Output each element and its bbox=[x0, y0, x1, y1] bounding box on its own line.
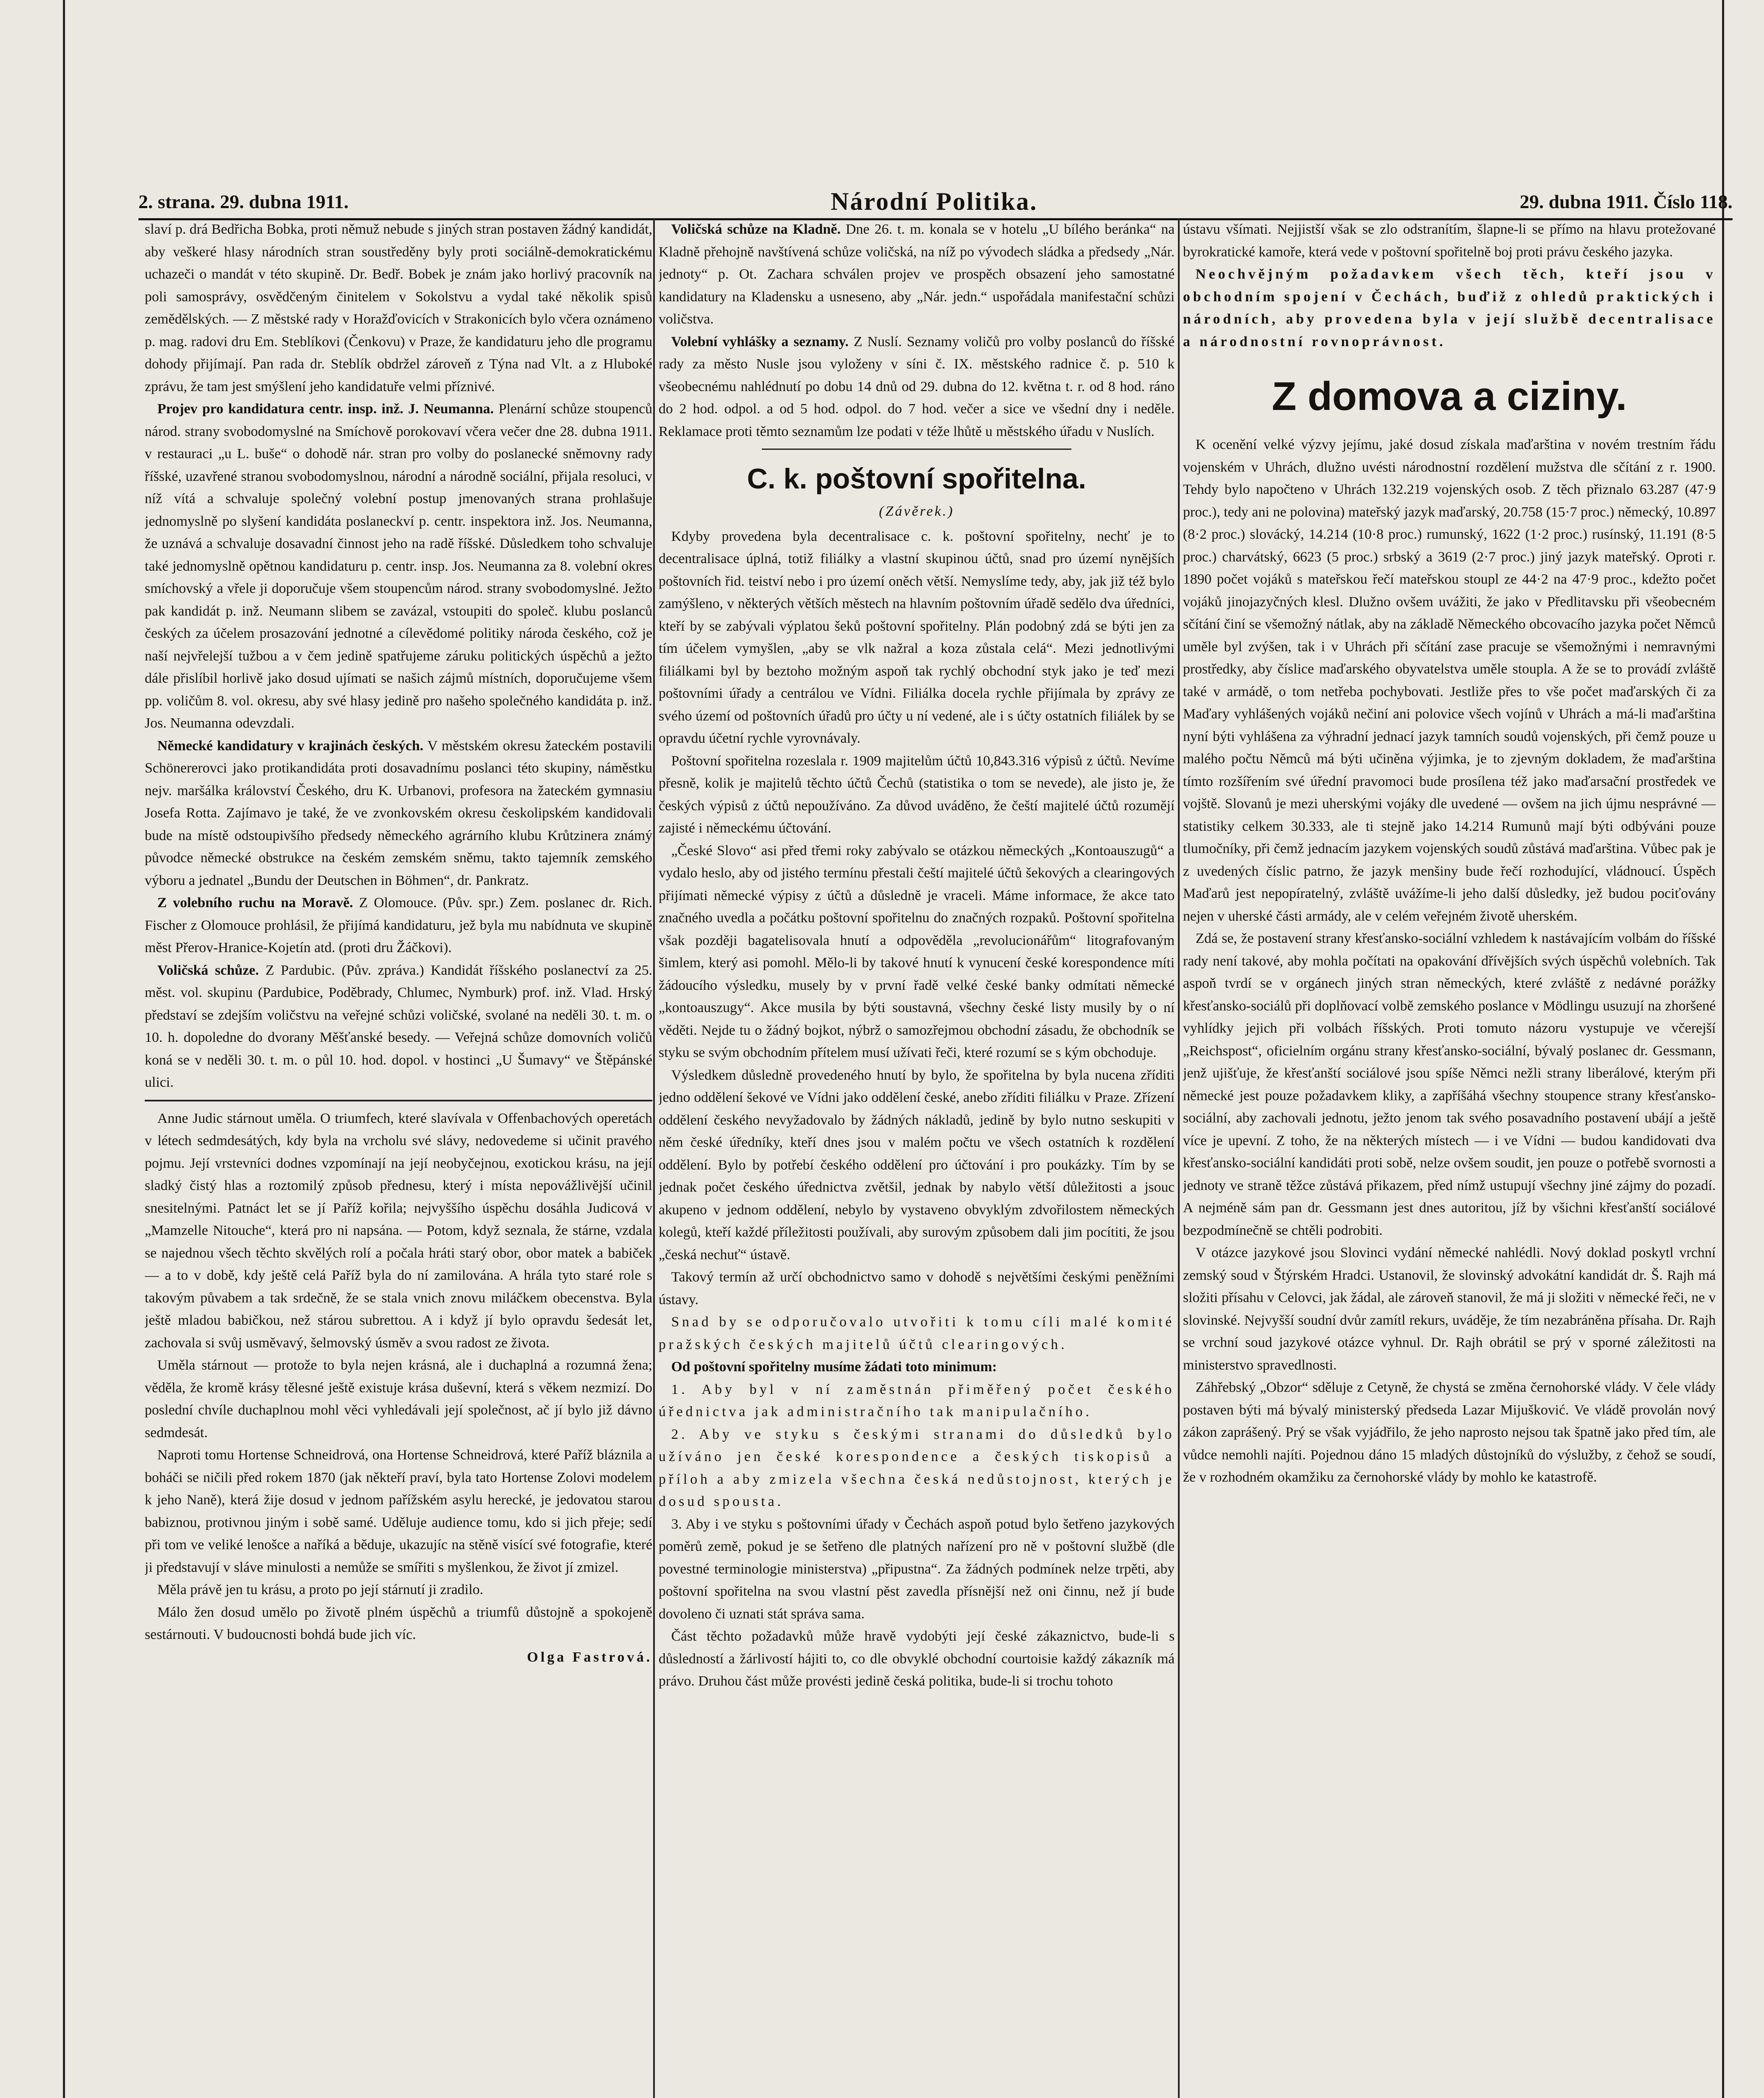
list-item: 1. Aby byl v ní zaměstnán přiměřený počet českého úřednictva jak administračního tak manipulačního. bbox=[659, 1381, 1175, 1420]
article-heading: Voličská schůze. bbox=[157, 962, 259, 978]
page-edge-right bbox=[1722, 0, 1724, 2098]
article-text: Poštovní spořitelna rozeslala r. 1909 majitelům účtů 10,843.316 výpisů z účtů. Nevíme přesně, kolik je majitelů těchto účtů Čechů (statistika o tom se nevede), ale jisto je, že českých výpisů z účtů nepoužíváno. Za důvod uváděno, že čeští majitelé účtů rozumějí zajisté i německému účtování. bbox=[659, 753, 1175, 836]
feuilleton-text: Anne Judic stárnout uměla. O triumfech, které slavívala v Offenbachových operetách v létech sedmdesátých, kdy byla na vrcholu své slávy, nedovedeme si učinit pravého pojmu. Její vrstevníci dodnes vzpomínají na její neobyčejnou, exotickou krásu, na její sladký čistý hlas a roztomilý způsob přednesu, který i místa nepovážlivější učinil snesitelnými. Patnáct let se jí Paříž kořila; nejvyššího úspěchu dosáhla Judicová v „Mamzelle Nitouche“, která pro ni napsána. — Potom, když seznala, že stárne, vzdala se najednou všech těchto skvělých rolí a počala hráti starý obor, obor matek a babiček — a to v době, kdy ještě celá Paříž byla do ní zamilována. A hrála tyto staré role s takovým půvabem a tak srdečně, že se stala vnich znovu miláčkem obecenstva. Byla ještě mladou babičkou, než stárou subrettou. A i když jí bylo opravdu šedesát let, zachovala si svůj usměvavý, šelmovský úsměv a svou radost ze života. bbox=[145, 1110, 652, 1351]
article-paragraph bbox=[145, 959, 652, 1094]
column-rule-2 bbox=[1178, 218, 1180, 2098]
article-paragraph bbox=[145, 398, 652, 735]
article-text: V městském okresu žateckém postavili Schönererovci jako protikandidáta proti dosavadnímu poslanci této skupiny, náměstku nejv. maršálka království Českého, dru K. Urbanovi, profesora na žateckém gymnasiu Josefa Rotta. Zajímavo je také, že ve zvonkovském okresu českolipském kandidovali bude na místě odstoupivšího předsedy německého agrárního klubu Krůtzinera známý původce německé obstrukce na českém zemském sněmu, takto tajemník zemského výboru a jednatel „Bundu der Deutschen in Böhmen“, dr. Pankratz. bbox=[145, 738, 652, 888]
article-text: Od poštovní spořitelny musíme žádati toto minimum: bbox=[671, 1359, 997, 1375]
feuilleton-text: Naproti tomu Hortense Schneidrová, ona Hortense Schneidrová, které Paříž bláznila a boháči se ničili před rokem 1870 (jak někteří praví, byla tato Hortense Zolovi modelem k jeho Naně), která žije dosud v jednom pařížském asylu herecké, je jedovatou starou babiznou, protivnou jiným i sobě samé. Uděluje audience tomu, kdo si jich přeje; sedí při tom ve veliké lenošce a naříká a běduje, ukazujíc na stěně visící své fotografie, které ji představují v sláve minulosti a nemůže se smířiti s myšlenkou, že život jí zmizel. bbox=[145, 1447, 652, 1575]
article-text: Z Pardubic. (Pův. zpráva.) Kandidát říšského poslanectví za 25. měst. vol. skupinu (Pardubice, Poděbrady, Chlumec, Nymburk) prof. inž. Vlad. Hrský představí se zdejším voličstvu na veřejné schůzi voličské, svolané na neděli 30. t. m. o 10. h. dopoledne do dvorany Měšťanské besedy. — Veřejná schůze domovních voličů koná se v neděli 30. t. m. o půl 10. hod. dopol. v hostinci „U Šumavy“ ve Štěpánské ulici. bbox=[145, 962, 652, 1090]
column-3 bbox=[1183, 218, 1716, 2098]
article-text: V otázce jazykové jsou Slovinci vydání německé nahlédli. Nový doklad poskytl vrchní zemský soud v Štýrském Hradci. Ustanovil, že slovinský advokátní kandidát dr. Š. Rajh má složiti přísahu v Celovci, jak žádal, ale zároveň stanovil, že má ji složiti v německé řeči, ne v slovinské. Nejvyšší soudní dvůr zamítl rekurs, uváděje, že tím nezabráněna přísaha. Dr. Rajh se vrchní soud jazykové otázce vyhnul. Dr. Rajh obrátil se prý v sporné záležitosti na ministerstvo spravedlnosti. bbox=[1183, 1245, 1716, 1373]
page-header bbox=[138, 185, 1733, 220]
list-item: 2. Aby ve styku s českými stranami do důsledků bylo užíváno jen české korespondence a českých tiskopisů a příloh a aby zmizela všechna česká nedůstojnost, kterých je dosud spousta. bbox=[659, 1426, 1175, 1509]
article-text: Z Olomouce. (Pův. spr.) Zem. poslanec dr. Rich. Fischer z Olomouce prohlásil, že přijímá kandidaturu, jež byla mu nabídnuta ve skupině měst Přerov-Hranice-Kojetín atd. (proti dru Žáčkovi). bbox=[145, 895, 652, 955]
feuilleton-text: Měla právě jen tu krásu, a proto po její stárnutí ji zradilo. bbox=[157, 1582, 484, 1597]
article-heading: Německé kandidatury v krajinách českých. bbox=[157, 738, 424, 754]
column-1 bbox=[145, 218, 652, 2098]
column-rule-1 bbox=[653, 218, 655, 2098]
masthead: Národní Politika. bbox=[831, 187, 1038, 215]
page-edge-left bbox=[63, 0, 65, 2098]
section-title: C. k. poštovní spořitelna. bbox=[747, 463, 1087, 495]
feuilleton-text: Uměla stárnout — protože to byla nejen krásná, ale i duchaplná a rozumná žena; věděla, že kromě krásy tělesné ještě existuje krása duševní, která s věkem nezmizí. Do poslední chvíle duchaplnou mohl věci vyhledávali její společnost, ač jí bylo již dávno sedmdesát. bbox=[145, 1357, 652, 1440]
article-text: Kdyby provedena byla decentralisace c. k. poštovní spořitelny, nechť je to decentralisace úplná, totiž filiálky a vlastní skupinou účtů, snad pro území nynějších poštovních řid. teiství nebo i pro území oněch větší. Nemyslíme tedy, aby, jak již též bylo zamýšleno, v některých větších městech na hlavním poštovním úřadě sedělo dva úředníci, kteří by se zabývali výplatou šeků poštovní spořitelny. Plán podobný zdá se býti jen za tím účelem vymyšlen, „aby se vlk nažral a koza zůstala celá“. Mezi jednotlivými filiálkami byl by beztoho možným aspoň tak rychlý obchodní styk jako je teď mezi poštovními úřady a centrálou ve Vídni. Filiálka docela rychle přijímala by zprávy ze svého území od poštovních úřadů pro účty u ní vedené, ale i s účty ostatních filiálek by se opravdu účetní rychle vyrovnávaly. bbox=[659, 528, 1175, 746]
article-heading: Volební vyhlášky a seznamy. bbox=[671, 334, 849, 350]
list-item: 3. Aby i ve styku s poštovními úřady v Čechách aspoň potud bylo šetřeno jazykových poměrů země, pokud je se šetřeno dle platných nařízení pro ně v poštovní službě (dle povestné terminologie ministerstva) „připustna“. Za žádných podmínek nelze trpěti, aby poštovní spořitelna na svou vlastní pěst zavedla přísnější než oni činnu, než jí bude dovoleno či uznati stát správa sama. bbox=[659, 1516, 1175, 1622]
article-text: Dne 26. t. m. konala se v hotelu „U bílého beránka“ na Kladně přehojně navštívená schůze voličská, na níž po vývodech sládka a předsedy „Nár. jednoty“ p. Ot. Zachara schválen projev ve prospěch obsazení jeho samostatné kandidatury na Kladensku a usneseno, aby „Nár. jedn.“ uspořádala manifestační schůzi voličstva. bbox=[659, 222, 1175, 327]
section-subtitle: (Závěrek.) bbox=[879, 504, 954, 519]
article-text: Výsledkem důsledně provedeného hnutí by bylo, že spořitelna by byla nucena zříditi jedno oddělení šekové ve Vídni jako oddělení české, anebo zříditi filiálku v Praze. Zřízení oddělení českého nevyžadovalo by žádných nákladů, jedině by bylo nutno seskupiti v něm české úředníky, kteří dnes jsou v malém počtu ve všech ostatních k rozdělení oddělení. Bylo by potřebí českého oddělení pro účtování i pro poukázky. Tím by se jednak počet českého úřednictva zvětšil, jednak by nabylo větší důležitosti a jsouc akupeno v jednom oddělení, nebylo by vystaveno obvyklým zdvořilostem německých kolegů, kteří každé příležitosti používali, aby surovým způsobem dali jim pocítiti, že jsou „česká nechuť“ ústavě. bbox=[659, 1067, 1175, 1263]
article-text: Neochvějným požadavkem všech těch, kteří jsou v obchodním spojení v Čechách, buďiž z ohledů praktických i národních, aby provedena byla v její službě decentralisace a národnostní rovnoprávnost. bbox=[1183, 266, 1716, 350]
feuilleton-divider bbox=[145, 1100, 652, 1101]
signature: Olga Fastrová. bbox=[527, 1649, 652, 1665]
article-heading: Voličská schůze na Kladně. bbox=[671, 222, 841, 237]
article-text: Část těchto požadavků může hravě vydobýti její české zákaznictvo, bude-li s důsledností a žárlivostí hájiti to, co dle obvyklé obchodní courtoisie každý zákazník má právo. Druhou část může provésti jedině česká politika, bude-li si trochu tohoto bbox=[659, 1628, 1175, 1689]
article-text: Zdá se, že postavení strany křesťansko-sociální vzhledem k nastávajícím volbám do říšské rady není takové, aby mohla počítati na opakování dřívějších svých úspěchů volebních. Tak aspoň tvrdí se v orgánech jiných stran německých, které zvláště z nedávné porážky křesťansko-sociálů při doplňovací volbě zemského poslance v Mödlingu usuzují na zhoršené vyhlídky jejich při volbách říšských. Proti tomuto názoru vystupuje ve včerejší „Reichspost“, oficielním orgánu strany křesťansko-sociální, bývalý poslanec dr. Gessmann, jenž ujišťuje, že křesťanští sociálové jsou spíše Němci nežli strany liberálové, kterým při německé jest pouze požadavkem kliky, a zapříšáhá všechny stoupence strany křesťansko-sociální, aby zachovali jednotu, ježto jenom tak svého posavadního postavení ubájí a ještě více je upevní. Z toho, že na některých místech — i ve Vídni — budou kandidovati dva křesťansko-sociální kandidáti proti sobě, nelze ovšem soudit, jen pouze o potřebě svornosti a jednoty ve straně těžce zůstává přikazem, před nímž ustupují všechny jiné zájmy do pozadí. A nejméně sám pan dr. Gessmann jest dnes autoritou, jíž by všichni křesťanští sociálové bezpodmínečně se chtěli podrobiti. bbox=[1183, 931, 1716, 1238]
article-text: Snad by se odporučovalo utvořiti k tomu cíli malé komité pražských českých majitelů účtů clearingových. bbox=[659, 1314, 1175, 1352]
article-text: Plenární schůze stoupenců národ. strany svobodomyslné na Smíchově porokovaví včera večer dne 28. dubna 1911. v restauraci „u L. buše“ o dohodě nár. stran pro volby do poslanecké sněmovny rady říšské, uzavřené stranou svobodomyslnou, národní a národně sociální, přijala resoluci, v níž vítá a schvaluje společný volební postup jmenovaných strana prohlašuje jednomyslně po slyšení kandidáta poslaneckví p. centr. inspektora inž. Jos. Neumanna, že uznává a schvaluje dosavadní činnost jeho na radě říšské. Důsledkem toho schvaluje také jednomyslně opětnou kandidaturu p. centr. insp. Jos. Neumanna za 8. volební okres smíchovský a vřele ji doporučuje všem stoupencům národ. strany svobodomyslné. Ježto pak kandidát p. inž. Neumann slibem se zavázal, vstoupiti do společ. klubu poslanců českých za účelem prosazování jednotné a cílevědomé politiky národa českého, což je naší nejvřelejší tužbou a v čem jedině spatřujeme záruku politických úspěchů a ježto dále přislíbil horlivě jako dosud ujímati se našich zájmů místních, doporučujeme všem pp. voličům 8. vol. okresu, aby své hlasy jedině pro našeho společného kandidáta p. inž. Jos. Neumanna odevzdali. bbox=[145, 401, 652, 731]
column-2 bbox=[659, 218, 1175, 2098]
section-title: Z domova a ciziny. bbox=[1272, 374, 1627, 419]
article-paragraph bbox=[659, 218, 1175, 331]
article-heading: Projev pro kandidatura centr. insp. inž. J. Neumanna. bbox=[157, 401, 494, 417]
article-text: slaví p. drá Bedřicha Bobka, proti němuž nebude s jiných stran postaven žádný kandidát, aby veškeré hlasy národních stran soustředěny byly proti sociálně-demokratickému uchazeči o mandát v této skupině. Dr. Bedř. Bobek je znám jako horlivý pracovník na poli samosprávy, osvědčeným činitelem v Sokolstvu a vydal také několik spisů zemědělských. — Z městské rady v Horažďovicích v Strakonicích bylo včera oznámeno p. mag. radovi dru Em. Steblíkovi (Čenkovu) v Praze, že kandidaturu jeho dle programu dohody přijímají. Pan rada dr. Steblík obdržel zároveň z Týna nad Vlt. a z Hluboké zprávu, že tam jest smýšlení jeho kandidatuře velmi příznivé. bbox=[145, 222, 652, 394]
header-right: 29. dubna 1911. Číslo 118. bbox=[1519, 190, 1733, 212]
article-paragraph bbox=[145, 892, 652, 959]
article-text: Záhřebský „Obzor“ sděluje z Cetyně, že chystá se změna černohorské vlády. V čele vlády postaven býti má bývalý ministerský předseda Lazar Mijušković. Ve vládě provolán nový zákon zaprášený. Prý se však vyjádřilo, že jeho naprosto nejsou tak špatně jako před tím, ale vůdce nemohli najíti. Pojednou dáno 15 mladých důstojníků do výslužby, z čehož se soudí, že v rozhodném okamžiku za černohorské vlády by mohlo ke katastrofě. bbox=[1183, 1380, 1716, 1485]
section-divider bbox=[762, 449, 1071, 450]
article-text: ústavu všímati. Nejjistší však se zlo odstranítím, šlapne-li se přímo na hlavu protežované byrokratické kamoře, která vede v poštovní spořitelně boj proti právu českého jazyka. bbox=[1183, 222, 1716, 260]
article-text: Takový termín až určí obchodnictvo samo v dohodě s největšími českými peněžními ústavy. bbox=[659, 1269, 1175, 1307]
header-left: 2. strana. 29. dubna 1911. bbox=[138, 190, 349, 212]
article-text: Z Nuslí. Seznamy voličů pro volby poslanců do říšské rady za město Nusle jsou vyloženy v síni č. IX. městského radnice č. p. 510 k všeobecnému nahlédnutí po dobu 14 dnů od 29. dubna do 12. května t. r. od 8 hod. ráno do 2 hod. odpol. a od 5 hod. odpol. do 7 hod. večer a sice ve všední dny i neděle. Reklamace proti těmto seznamům lze podati v téže lhůtě u městského úřadu v Nuslích. bbox=[659, 334, 1175, 439]
article-paragraph bbox=[659, 331, 1175, 443]
feuilleton-text: Málo žen dosud umělo po životě plném úspěchů a triumfů důstojně a spokojeně sestárnouti. V budoucnosti bohdá bude jich víc. bbox=[145, 1604, 652, 1642]
article-text: K ocenění velké výzvy jejímu, jaké dosud získala maďarština v novém trestním řádu vojenském v Uhrách, dlužno uvésti národnostní rozdělení mužstva dle sčítání z r. 1900. Tehdy bylo napočteno v Uhrách 132.219 vojenských osob. Z těch přiznalo 63.287 (47·9 proc.), tedy ani ne polovina) mateřský jazyk maďarský, 20.758 (15·7 proc.) německý, 10.897 (8·2 proc.) slovácký, 14.214 (10·8 proc.) rumunský, 1622 (1·2 proc.) rusínský, 11.191 (8·5 proc.) charvátský, 6623 (5 proc.) srbský a 3619 (2·7 proc.) jiný jazyk mateřský. Oproti r. 1890 počet vojáků s mateřskou řečí mateřskou stoupl ze 44·2 na 47·9 proc., kdežto počet vojáků jinojazyčných klesl. Dlužno ovšem uvážiti, že jako v Předlitavsku při všeobecném sčítání činí se všemožný nátlak, aby na základě Německého obcovacího jazyka počet Němců uměle byl zvýšen, tak i v Uhrách při sčítání zase pracuje se všemožnými i nemravnými prostředky, aby číslice maďarského obyvatelstva uměle stoupla. A že se to provádí zvláště také v armádě, o tom netřeba pochybovati. Jestliže přes to vše počet maďarských či za Maďary vyhlášených vojáků nečiní ani polovice všech vojínů v Uhrách a má-li maďarština nyní býti vyhlášena za výhradní jednací jazyk tamních soudů vojenských, při čemž pouze u malého počtu Němců má býti učiněna výjimka, je to zjevným dokladem, že maďarština tímto rozšířením své úřední pravomoci bude prosílena též jako maďarsační prostředek ve vojště. Slovanů je mezi uherskými vojáky dle uvedené — ovšem na jich újmu nesprávné — statistiky celkem 30.333, ale ti stejně jako 14.214 Rumunů mají býti odbýváni pouze tlumočníky, při čemž jednacím jazykem vojenských soudů zůstává maďarština. Vůbec pak je z uvedených číslic patrno, že jazyk menšiny bude řečí rozhodující, vládnoucí. Úspěch Maďarů jest nepopíratelný, zvláště uvážíme-li jeho další důsledky, jež budou pociťovány nejen v uherské části armády, ale v celém veřejném životě uherském. bbox=[1183, 437, 1716, 924]
article-paragraph bbox=[145, 735, 652, 892]
article-text: „České Slovo“ asi před třemi roky zabývalo se otázkou německých „Kontoauszugů“ a vydalo heslo, aby od jistého termínu přestali čeští majitelé účtů šekových a clearingových přijímati německé výpisy z účtů a důsledně je vraceli. Máme informace, že akce tato značného uvedla a počátku poštovní spořitelnu do značných rozpaků. Poštovní spořitelna však později bagatelisovala hnutí a odpověděla „revolucionářům“ litografovaným šimlem, který asi pomohl. Mělo-li by takové hnutí k vynucení české korespondence míti žádoucího výsledku, musely by v první řadě velké české banky odmítati německé „kontoauszugy“. Akce musila by býti soustavná, všechny české listy musily by o ní věděti. Nejde tu o žádný bojkot, nýbrž o samozřejmou obchodní zásadu, že obchodník se styku se svým obchodním přítelem musí užívati řeči, které rozumí se s kým obchoduje. bbox=[659, 843, 1175, 1060]
article-heading: Z volebního ruchu na Moravě. bbox=[157, 895, 353, 911]
